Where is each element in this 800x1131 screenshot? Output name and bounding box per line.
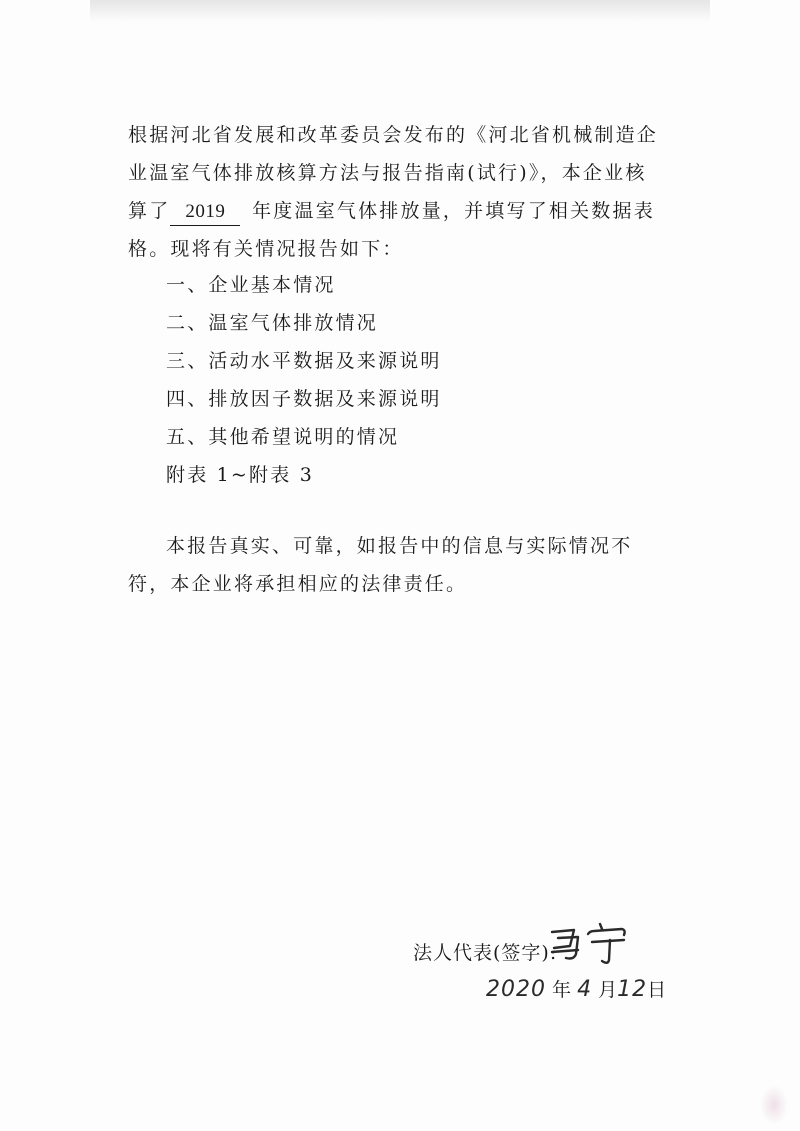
contents-item: 三、活动水平数据及来源说明 xyxy=(166,350,442,372)
signing-date xyxy=(486,975,666,1002)
intro-text-after-year: 年度温室气体排放量，并填写了相关数据表格。现将有关情况报告如下： xyxy=(128,200,655,260)
date-year-unit: 年 xyxy=(552,979,572,1001)
declaration-paragraph: 本报告真实、可靠，如报告中的信息与实际情况不符，本企业将承担相应的法律责任。 xyxy=(128,535,633,595)
date-year: 2020 xyxy=(486,977,546,1002)
contents-item: 一、企业基本情况 xyxy=(166,274,336,296)
contents-list xyxy=(166,266,442,494)
date-day-unit: 日 xyxy=(647,979,667,1001)
intro-text-before-year: 根据河北省发展和改革委员会发布的《河北省机械制造企业温室气体排放核算方法与报告指南(试行)》，本企业核算了 xyxy=(128,124,659,222)
intro-paragraph xyxy=(128,116,660,268)
reporting-year-field: 2019 xyxy=(170,199,240,226)
date-day: 12 xyxy=(617,977,648,1002)
scan-artifact xyxy=(90,0,710,22)
contents-item: 附表 1~附表 3 xyxy=(166,464,314,486)
scan-artifact xyxy=(760,1085,788,1125)
contents-item: 五、其他希望说明的情况 xyxy=(166,426,400,448)
handwritten-signature xyxy=(548,920,638,970)
contents-item: 四、排放因子数据及来源说明 xyxy=(166,388,442,410)
date-month-unit: 月 xyxy=(598,979,618,1001)
date-month: 4 xyxy=(577,977,593,1002)
signature-label: 法人代表(签字): xyxy=(413,942,558,964)
contents-item: 二、温室气体排放情况 xyxy=(166,312,379,334)
